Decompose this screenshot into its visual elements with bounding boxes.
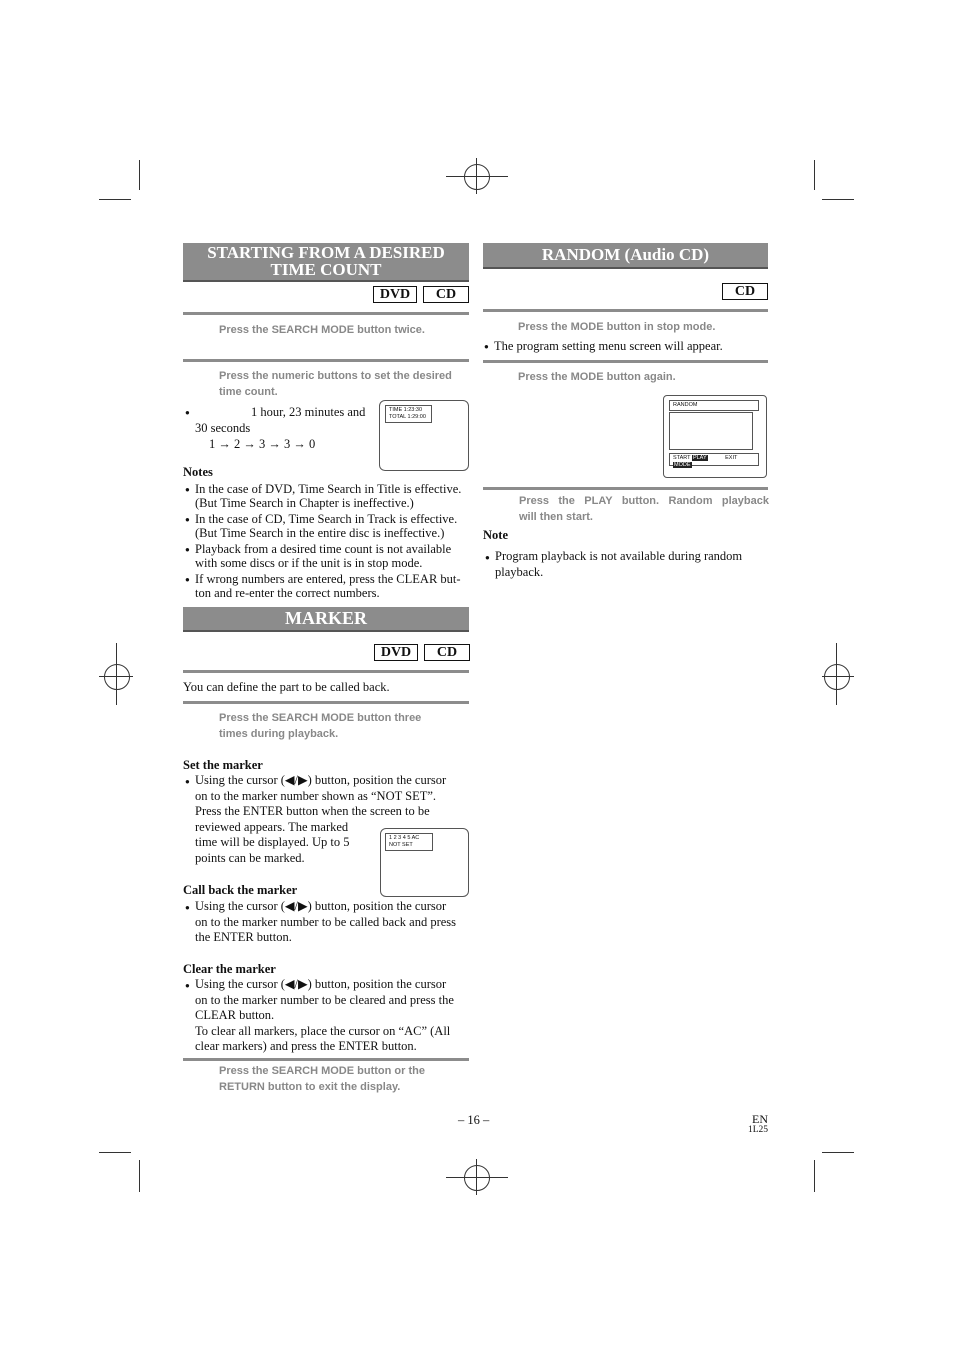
note-item: ● If wrong numbers are entered, press the CLEAR but- ton and re-enter the correct numbers. — [195, 573, 470, 600]
notes-heading: Notes — [183, 465, 213, 479]
random-note-text: Program playback is not available during random playback. — [495, 549, 743, 579]
random-step-3: Press the PLAY button. Random playback will then start. — [519, 495, 769, 523]
example-text: 30 seconds — [195, 421, 251, 435]
random-note-heading: Note — [483, 528, 508, 542]
section-title: STARTING FROM A DESIRED — [207, 243, 445, 262]
step-divider — [183, 312, 469, 315]
registration-mark — [476, 158, 477, 194]
dvd-badge: DVD — [374, 644, 418, 661]
page-number: – 16 – — [458, 1113, 490, 1127]
step-divider — [183, 670, 469, 673]
note-item: ● In the case of CD, Time Search in Track is effective. (But Time Search in the entire disc is ineffective.) — [195, 513, 470, 540]
mode-key-label: MODE — [674, 462, 691, 468]
crop-mark — [99, 1152, 131, 1153]
language-code: EN — [752, 1112, 768, 1126]
registration-mark — [476, 1159, 477, 1195]
marker-step-last: Press the SEARCH MODE button or the RETURN button to exit the display. — [219, 1065, 425, 1093]
set-marker-heading: Set the marker — [183, 758, 263, 772]
time-search-screen — [379, 400, 469, 471]
marker-osd: 1 2 3 4 5 AC NOT SET — [385, 833, 433, 851]
marker-screen — [380, 828, 469, 897]
random-screen — [663, 395, 767, 478]
section-banner-marker: MARKER — [183, 607, 469, 632]
step-divider — [483, 487, 768, 490]
model-code: 1L25 — [748, 1125, 769, 1135]
call-back-text: Using the cursor (◀/▶) button, position the cursor on to the marker number to be called back and press the ENTER button. — [195, 899, 457, 945]
step-divider — [183, 701, 469, 704]
section-title: TIME COUNT — [270, 260, 382, 279]
registration-mark — [116, 643, 117, 705]
random-osd-title: RANDOM — [669, 400, 759, 411]
crop-mark — [814, 160, 815, 190]
section-banner-time-count — [183, 243, 469, 282]
random-step-1: Press the MODE button in stop mode. — [518, 321, 716, 333]
registration-mark — [104, 664, 130, 690]
step-divider — [483, 360, 768, 363]
clear-marker-heading: Clear the marker — [183, 962, 276, 976]
random-step-2: Press the MODE button again. — [518, 371, 676, 383]
step-1-instruction: Press the SEARCH MODE button twice. — [219, 324, 425, 336]
step-divider — [483, 309, 768, 312]
cd-badge: CD — [423, 286, 469, 303]
cd-badge: CD — [722, 283, 768, 300]
random-osd-footer: START PLAY EXIT MODE — [669, 453, 759, 466]
registration-mark — [464, 164, 490, 190]
crop-mark — [822, 1152, 854, 1153]
section-banner-random: RANDOM (Audio CD) — [483, 243, 768, 269]
marker-intro: You can define the part to be called back. — [183, 680, 390, 694]
crop-mark — [814, 1160, 815, 1192]
step-divider — [183, 359, 469, 362]
crop-mark — [139, 1160, 140, 1192]
registration-mark — [446, 176, 508, 177]
crop-mark — [99, 199, 131, 200]
crop-mark — [139, 160, 140, 190]
note-item: ● In the case of DVD, Time Search in Title is effective. (But Time Search in Chapter is ineffective.) — [195, 483, 470, 510]
note-item: ● Playback from a desired time count is not available with some discs or if the unit is in stop mode. — [195, 543, 470, 570]
marker-step-1: Press the SEARCH MODE button three times during playback. — [219, 712, 422, 740]
step-2-instruction: Press the numeric buttons to set the desired time count. — [219, 370, 452, 398]
call-back-heading: Call back the marker — [183, 883, 298, 897]
crop-mark — [822, 199, 854, 200]
clear-marker-text: Using the cursor (◀/▶) button, position the cursor on to the marker number to be cleared and press the CLEAR button. To clear all markers, place the cursor on “AC” (All clear markers) and press the ENTER button. — [195, 977, 454, 1054]
registration-mark — [824, 664, 850, 690]
time-osd: TIME 1:23:30 TOTAL 1:29:00 — [385, 405, 432, 423]
random-osd-list — [669, 412, 753, 450]
registration-mark — [446, 1177, 508, 1178]
random-step-1-bullet: ● The program setting menu screen will appear. — [494, 340, 769, 354]
example-key-sequence: 1 → 2 → 3 → 3 → 0 — [209, 437, 316, 451]
step-divider — [183, 1058, 469, 1061]
set-marker-text: Using the cursor (◀/▶) button, position the cursor on to the marker number shown as “NOT SET”. Press the ENTER button when the screen to be reviewed appears. The marked time will be displayed. Up to 5 points can be marked. — [195, 773, 447, 865]
example-text: 1 hour, 23 minutes and — [251, 405, 366, 419]
cd-badge: CD — [424, 644, 470, 661]
registration-mark — [836, 643, 837, 705]
registration-mark — [822, 676, 854, 677]
dvd-badge: DVD — [373, 286, 417, 303]
registration-mark — [464, 1165, 490, 1191]
play-key-label: PLAY — [692, 455, 707, 461]
